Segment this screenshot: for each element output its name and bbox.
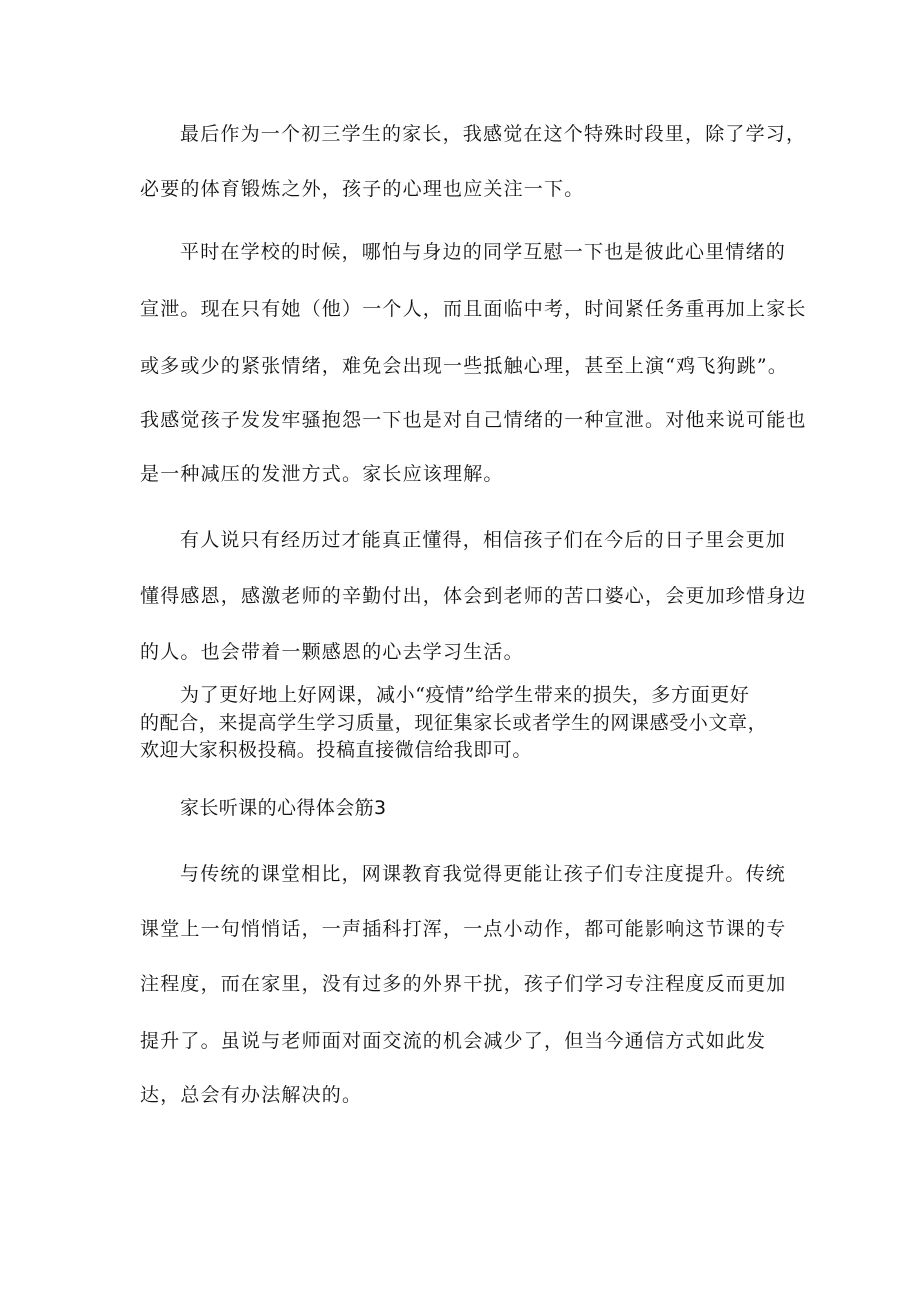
paragraph-3-line-3: 的人。也会带着一颗感恩的心去学习生活。 [140, 641, 524, 663]
paragraph-5-line-1: 与传统的课堂相比，网课教育我觉得更能让孩子们专注度提升。传统 [180, 863, 787, 885]
paragraph-5-line-2: 课堂上一句悄悄话，一声插科打浑，一点小动作，都可能影响这节课的专 [140, 918, 787, 940]
paragraph-4-line-1: 为了更好地上好网课，减小“疫情”给学生带来的损失，多方面更好 [180, 684, 750, 706]
section-heading: 家长听课的心得体会筋3 [180, 797, 387, 819]
paragraph-2-line-5: 是一种减压的发泄方式。家长应该理解。 [140, 463, 504, 485]
paragraph-5-line-3: 注程度，而在家里，没有过多的外界干扰，孩子们学习专注程度反而更加 [140, 973, 787, 995]
paragraph-5-line-4: 提升了。虽说与老师面对面交流的机会减少了，但当今通信方式如此发 [140, 1030, 767, 1052]
paragraph-2-line-4: 我感觉孩子发发牢骚抱怨一下也是对自己情绪的一种宣泄。对他来说可能也 [140, 409, 807, 431]
paragraph-1-line-2: 必要的体育锻炼之外，孩子的心理也应关注一下。 [140, 178, 585, 200]
paragraph-2-line-2: 宣泄。现在只有她（他）一个人，而且面临中考，时间紧任务重再加上家长 [140, 298, 807, 320]
paragraph-4-line-3: 欢迎大家积极投稿。投稿直接微信给我即可。 [140, 739, 533, 761]
paragraph-3-line-1: 有人说只有经历过才能真正懂得，相信孩子们在今后的日子里会更加 [180, 529, 787, 551]
paragraph-4-line-2: 的配合，来提高学生学习质量，现征集家长或者学生的网课感受小文章， [140, 712, 768, 734]
paragraph-3-line-2: 懂得感恩，感激老师的辛勤付出，体会到老师的苦口婆心，会更加珍惜身边 [140, 585, 807, 607]
paragraph-2-line-3: 或多或少的紧张情绪，难免会出现一些抵触心理，甚至上演“鸡飞狗跳”。 [140, 355, 789, 377]
paragraph-5-line-5: 达，总会有办法解决的。 [140, 1084, 363, 1106]
paragraph-2-line-1: 平时在学校的时候，哪怕与身边的同学互慰一下也是彼此心里情绪的 [180, 241, 787, 263]
paragraph-1-line-1: 最后作为一个初三学生的家长，我感觉在这个特殊时段里，除了学习， [180, 123, 807, 145]
